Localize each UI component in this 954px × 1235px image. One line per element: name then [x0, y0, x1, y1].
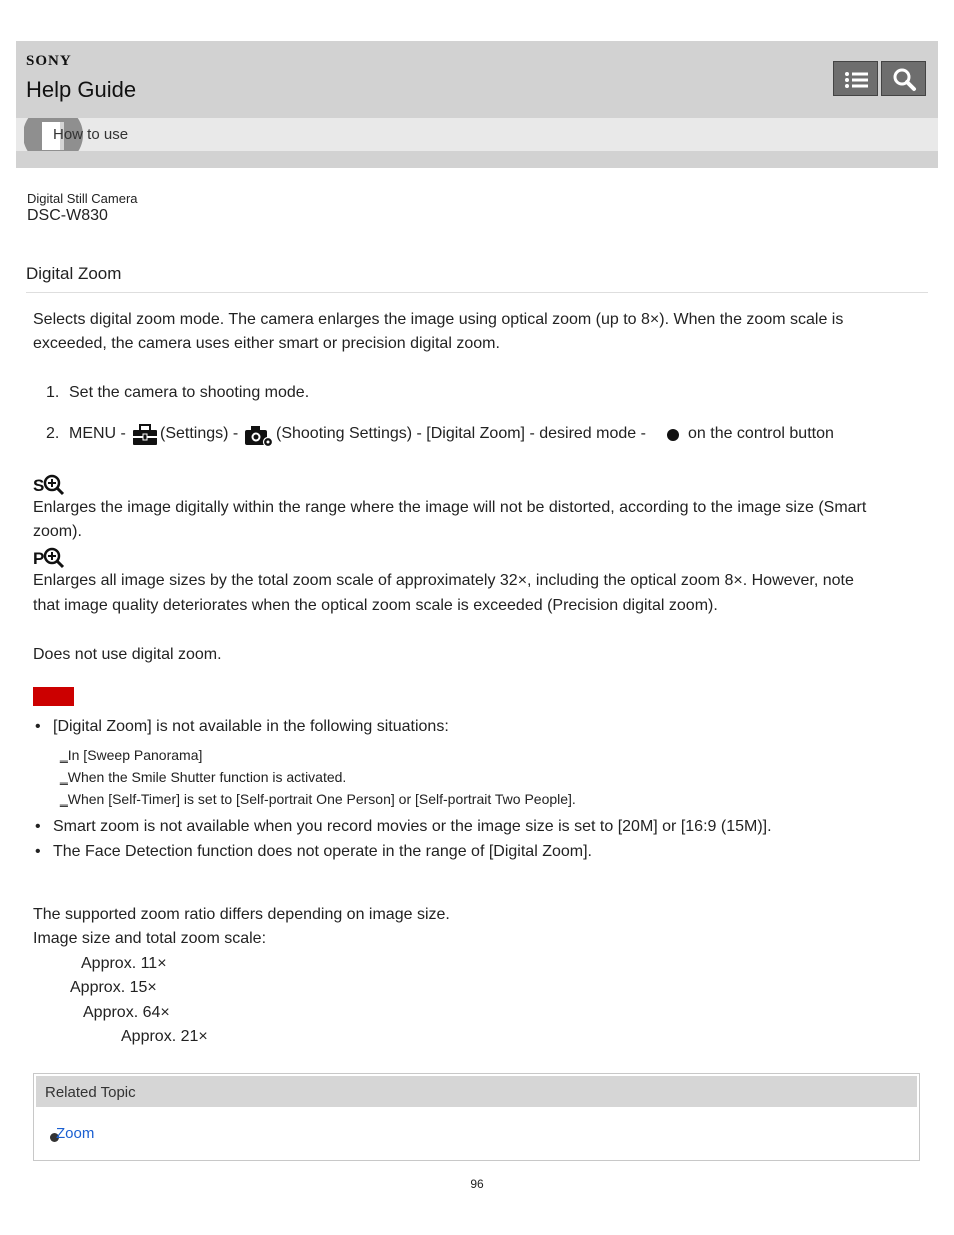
intro-line-1: Selects digital zoom mode. The camera enlarges the image using optical zoom (up to 8×). When the zoom scale is — [33, 311, 844, 328]
bullet-dot: • — [35, 818, 41, 835]
dash-icon: ‗ — [60, 769, 68, 785]
product-type: Digital Still Camera — [27, 191, 138, 206]
settings-toolbox-icon — [132, 424, 158, 446]
help-guide-title: Help Guide — [26, 77, 137, 102]
smart-zoom-letter: S — [33, 476, 45, 495]
zoom-ratio-1: Approx. 11× — [81, 955, 167, 972]
zoom-info-line-1: The supported zoom ratio differs depending on image size. — [33, 906, 450, 923]
note-bullet-3-text: The Face Detection function does not operate in the range of [Digital Zoom]. — [53, 843, 592, 860]
breadcrumb — [16, 118, 938, 151]
related-topic-title: Related Topic — [45, 1084, 136, 1101]
page-number: 96 — [470, 1177, 484, 1191]
smart-zoom-desc-2: zoom). — [33, 523, 82, 540]
toc-button[interactable] — [833, 61, 878, 96]
step-1-number: 1. — [46, 384, 60, 401]
search-icon — [882, 62, 927, 97]
related-topic-header — [36, 1076, 917, 1107]
zoom-info-line-2: Image size and total zoom scale: — [33, 930, 267, 947]
note-bullet-1-text: [Digital Zoom] is not available in the following situations: — [53, 718, 449, 735]
step-2-shooting: (Shooting Settings) - [Digital Zoom] - desired mode - — [276, 425, 646, 442]
note-bullet-2-text: Smart zoom is not available when you record movies or the image size is set to [20M] or [16:9 (15M)]. — [53, 818, 772, 835]
note-sub-3-text: When [Self-Timer] is set to [Self-portrait One Person] or [Self-portrait Two People]. — [67, 791, 576, 807]
step-2-suffix: on the control button — [688, 425, 834, 442]
step-2-menu: MENU - — [69, 425, 126, 442]
dash-icon: ‗ — [60, 747, 68, 763]
note-sub-3 — [60, 791, 576, 807]
zoom-in-icon — [43, 474, 65, 496]
search-button[interactable] — [881, 61, 926, 96]
header-bar — [16, 41, 938, 168]
product-model: DSC-W830 — [27, 207, 108, 224]
zoom-ratio-4: Approx. 21× — [121, 1028, 208, 1045]
control-button-center-icon — [666, 428, 680, 442]
note-sub-2 — [60, 769, 346, 785]
note-sub-1-text: In [Sweep Panorama] — [67, 747, 203, 763]
related-link-zoom[interactable]: Zoom — [56, 1125, 95, 1142]
intro-line-2: exceeded, the camera uses either smart or precision digital zoom. — [33, 335, 500, 352]
shooting-settings-camera-icon — [244, 423, 274, 447]
zoom-ratio-2: Approx. 15× — [70, 979, 157, 996]
dash-icon: ‗ — [60, 791, 68, 807]
off-mode-desc: Does not use digital zoom. — [33, 646, 222, 663]
note-sub-2-text: When the Smile Shutter function is activated. — [67, 769, 347, 785]
zoom-in-icon — [43, 547, 65, 569]
bullet-dot: • — [35, 843, 41, 860]
step-2-number: 2. — [46, 425, 60, 442]
note-badge — [33, 687, 74, 706]
page-title: Digital Zoom — [26, 264, 122, 283]
step-1-text: Set the camera to shooting mode. — [69, 384, 310, 401]
precision-zoom-letter: P — [33, 549, 45, 568]
precision-zoom-desc-2: that image quality deteriorates when the optical zoom scale is exceeded (Precision digital zoom). — [33, 597, 718, 614]
note-sub-1 — [60, 747, 202, 763]
list-icon — [834, 62, 879, 97]
smart-zoom-desc-1: Enlarges the image digitally within the range where the image will not be distorted, according to the image size (Smart — [33, 499, 867, 516]
related-topic-box — [33, 1073, 920, 1161]
precision-zoom-desc-1: Enlarges all image sizes by the total zoom scale of approximately 32×, including the optical zoom 8×. However, note — [33, 572, 854, 589]
bullet-dot: • — [35, 718, 41, 735]
zoom-ratio-3: Approx. 64× — [83, 1004, 170, 1021]
brand-logo: SONY — [26, 53, 72, 69]
title-divider — [26, 292, 928, 293]
breadcrumb-how-to-use[interactable]: How to use — [53, 126, 129, 143]
step-2-settings: (Settings) - — [160, 425, 239, 442]
